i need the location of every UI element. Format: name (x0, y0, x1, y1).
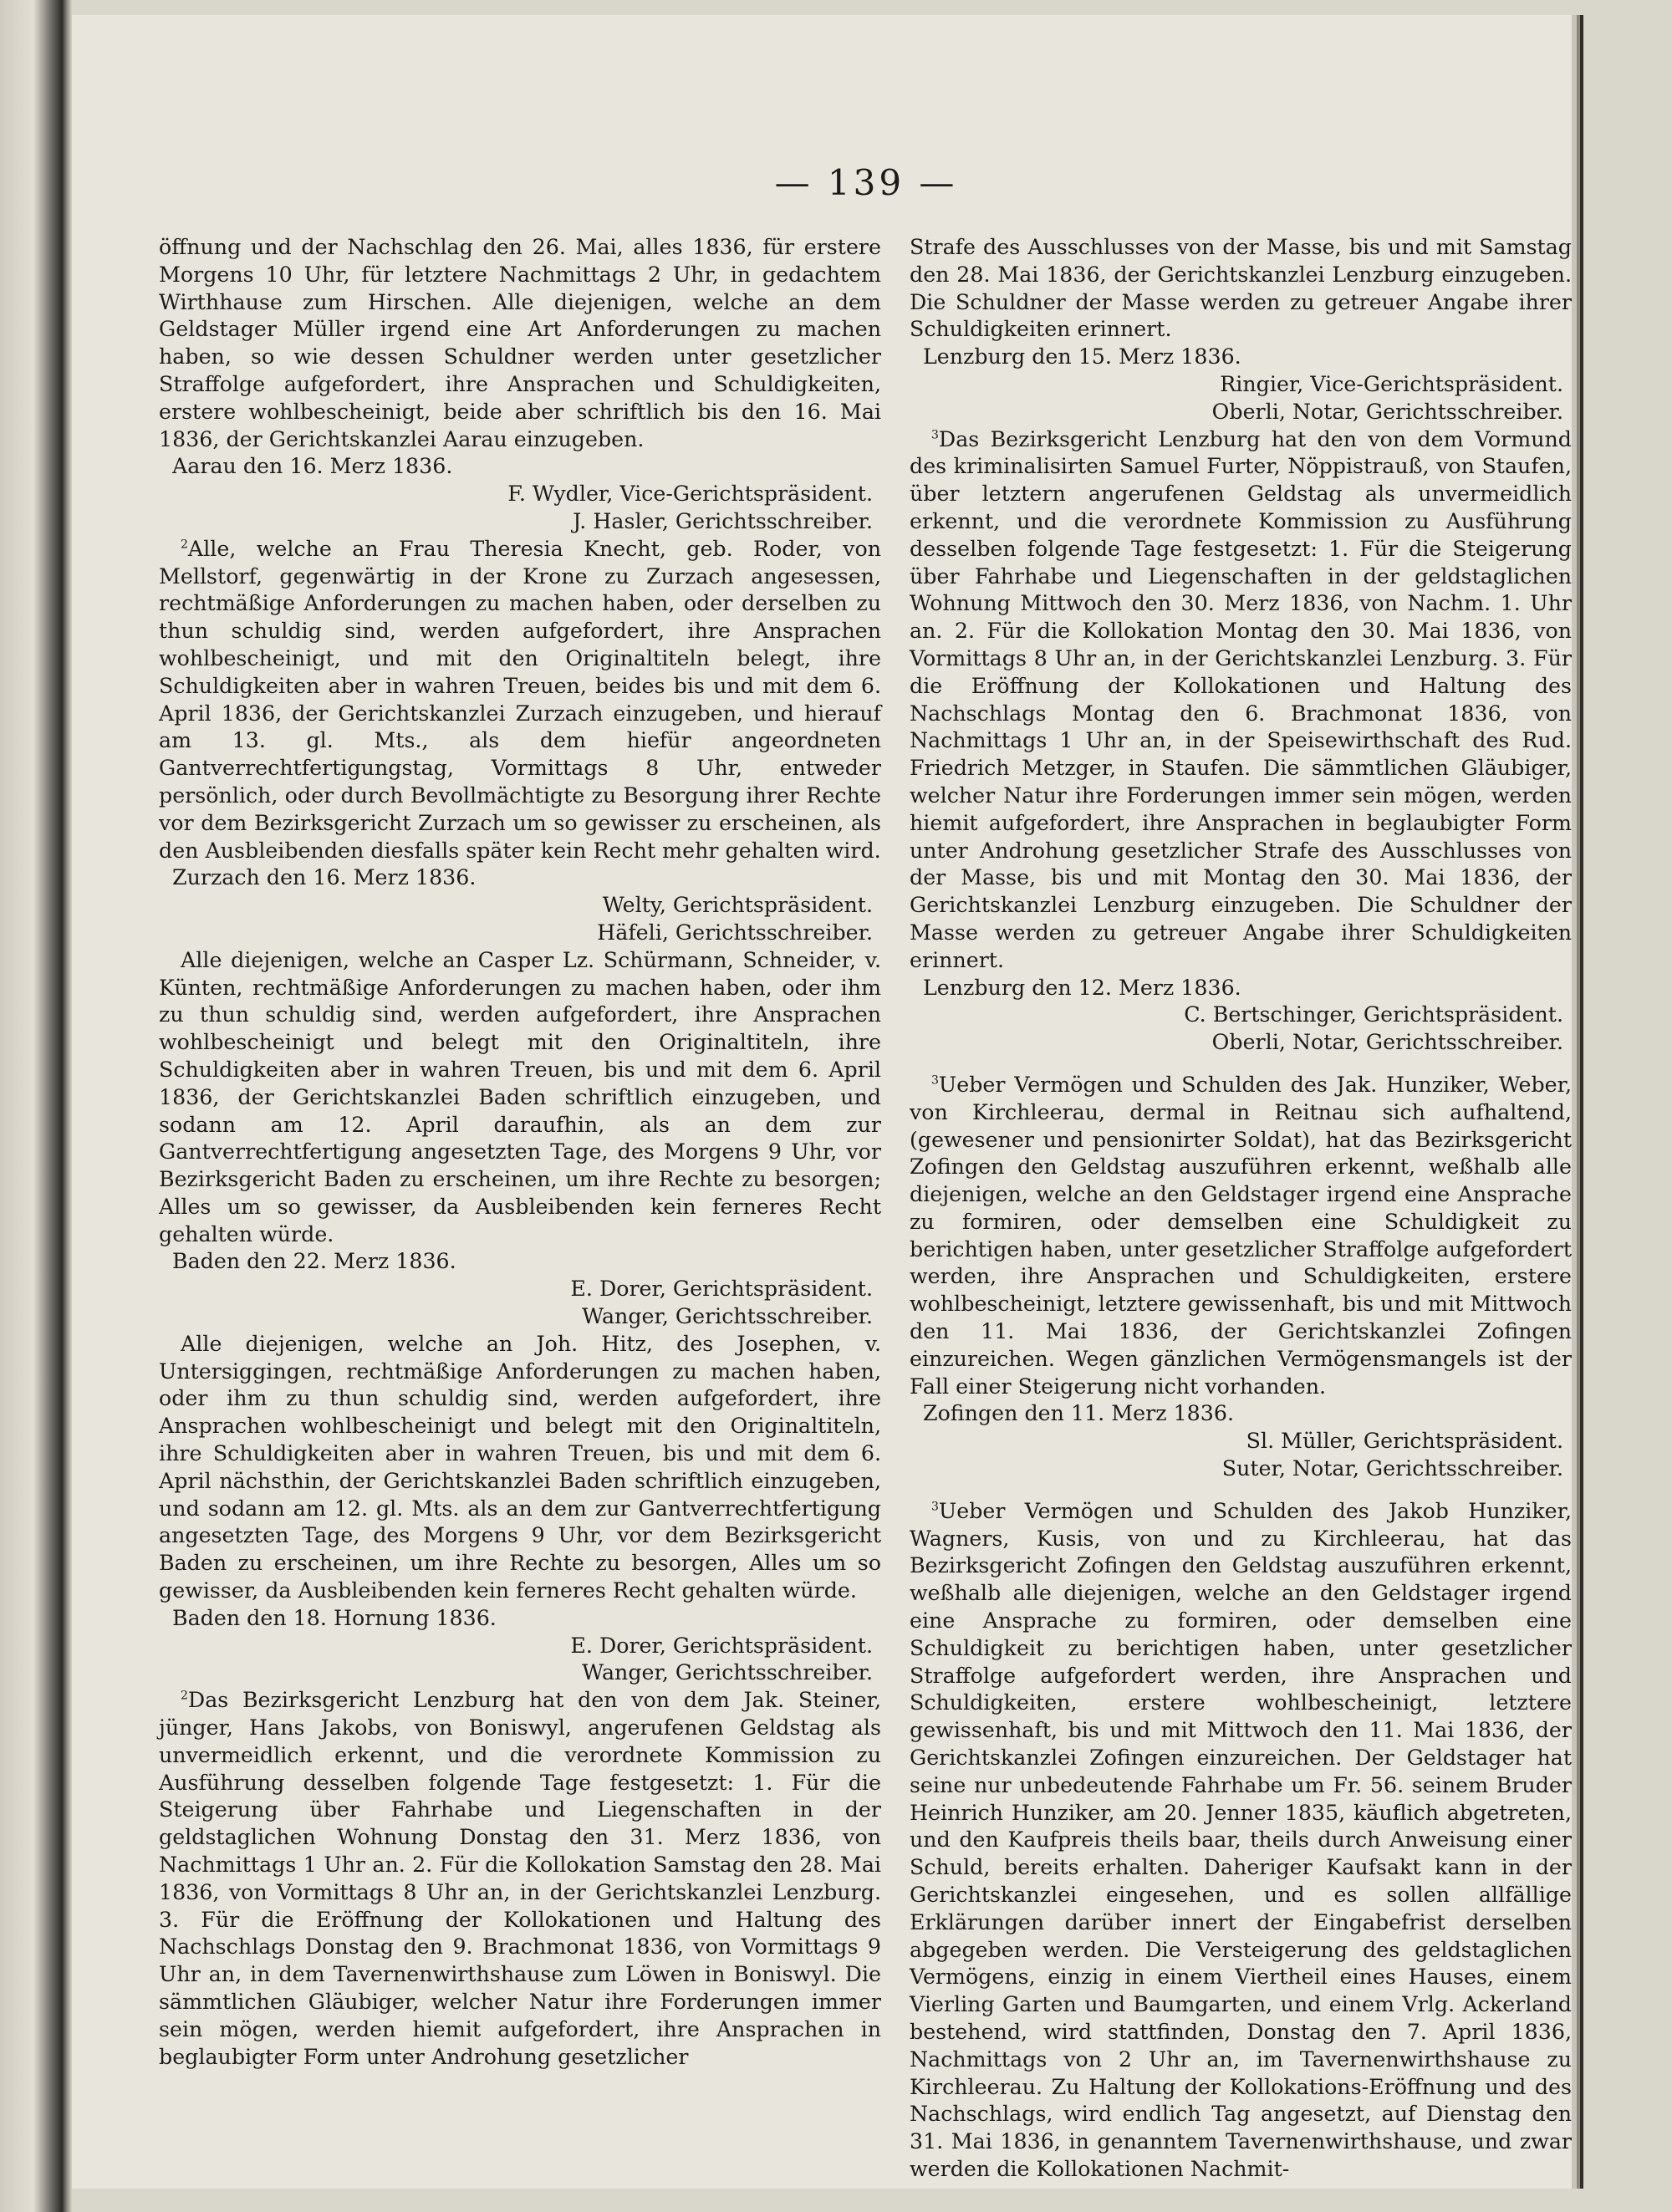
notice-lenzburg-furter-mark: 3 (931, 428, 939, 442)
notice-baden-hitz-text: Alle diejenigen, welche an Joh. Hitz, des Josephen, v. Untersiggingen, rechtmäßige Anforderungen zu machen haben, oder ihm zu thun schuldig sind, werden aufgefordert, ihre Ansprachen wohlbescheinigt und belegt mit den Originaltiteln, ihre Schuldigkeiten aber in wahren Treuen, bis und mit dem 6. April nächsthin, der Gerichtskanzlei Baden schriftlich einzugeben, und sodann am 12. gl. Mts. als an dem zur Gantverrechtfertigung angesetzten Tage, des Morgens 9 Uhr, vor dem Bezirksgericht Baden zu erscheinen, um ihre Rechte zu besorgen, Alles um so gewisser, da Ausbleibenden kein ferneres Recht gehalten würde. (159, 1331, 881, 1603)
newspaper-page (72, 15, 1572, 2189)
notice-lenzburg-furter-date: Lenzburg den 12. Merz 1836. (923, 975, 1241, 1000)
notice-zofingen-jakob-hunziker-text: Ueber Vermögen und Schulden des Jakob Hunziker, Wagners, Kusis, von und zu Kirchleerau, hat das Bezirksgericht Zofingen den Geldstag auszuführen erkennt, weßhalb alle diejenigen, welche an den Geldstager irgend eine Ansprache zu formiren, oder demselben eine Schuldigkeit zu berichtigen haben, unter gesetzlicher Straffolge aufgefordert werden, ihre Ansprachen und Schuldigkeiten, erstere wohlbescheinigt, letztere gewissenhaft, bis und mit Mittwoch den 11. Mai 1836, der Gerichtskanzlei Zofingen einzureichen. Der Geldstager hat seine nur unbedeutende Fahrhabe um Fr. 56. seinem Bruder Heinrich Hunziker, am 20. Jenner 1835, käuflich abgetreten, und den Kaufpreis theils baar, theils durch Anweisung einer Schuld, bereits erhalten. Daheriger Kaufsakt kann in der Gerichtskanzlei eingesehen, und es sollen allfällige Erklärungen darüber innert der Eingabefrist derselben abgegeben werden. Die Versteigerung des geldstaglichen Vermögens, einzig in einem Viertheil eines Hauses, einem Vierling Garten und Baumgarten, und einem Vrlg. Ackerland bestehend, wird stattfinden, Donstag den 7. April 1836, Nachmittags von 2 Uhr an, im Tavernenwirthshause zu Kirchleerau. Zu Haltung der Kollokations-Eröffnung und des Nachschlags, wird endlich Tag angesetzt, auf Dienstag den 31. Mai 1836, in genanntem Tavernenwirthshause, und zwar werden die Kollokationen Nachmit- (910, 1498, 1572, 2181)
notice-aarau-signature-2: J. Hasler, Gerichtsschreiber. (573, 508, 873, 533)
notice-lenzburg-steiner-date: Lenzburg den 15. Merz 1836. (923, 344, 1241, 370)
notice-zofingen-jakob-hunziker-mark: 3 (931, 1500, 939, 1514)
notice-baden-schuermann-signature-1: E. Dorer, Gerichtspräsident. (570, 1277, 873, 1302)
notice-lenzburg-steiner-signature-2: Oberli, Notar, Gerichtsschreiber. (1211, 399, 1563, 424)
notice-zofingen-jakob-hunziker (910, 1498, 1572, 2184)
notice-baden-hitz-date: Baden den 18. Hornung 1836. (172, 1605, 497, 1630)
notice-zurzach (159, 536, 881, 865)
notice-lenzburg-furter-signature-2: Oberli, Notar, Gerichtsschreiber. (1211, 1030, 1563, 1055)
notice-lenzburg-steiner (159, 1687, 881, 2071)
notice-zurzach-text: Alle, welche an Frau Theresia Knecht, geb. Roder, von Mellstorf, gegenwärtig in der Krone zu Zurzach angesessen, rechtmäßige Anforderungen zu machen haben, oder derselben zu thun schuldig sind, werden aufgefordert, ihre Ansprachen wohlbescheinigt, und mit den Originaltiteln belegt, ihre Schuldigkeiten aber in wahren Treuen, beides bis und mit dem 6. April 1836, der Gerichtskanzlei Zurzach einzugeben, und hierauf am 13. gl. Mts., als dem hiefür angeordneten Gantverrechtfertigungstag, Vormittags 8 Uhr, entweder persönlich, oder durch Bevollmächtigte zu Besorgung ihrer Rechte vor dem Bezirksgericht Zurzach um so gewisser zu erscheinen, als den Ausbleibenden diesfalls später kein Recht mehr gehalten wird. (159, 536, 881, 863)
notice-zurzach-date: Zurzach den 16. Merz 1836. (172, 865, 477, 890)
notice-zofingen-jak-hunziker-date: Zofingen den 11. Merz 1836. (923, 1401, 1234, 1426)
notice-baden-schuermann-date: Baden den 22. Merz 1836. (172, 1249, 456, 1274)
notice-zurzach-signature-1: Welty, Gerichtspräsident. (602, 893, 873, 918)
notice-baden-schuermann-signature-2: Wanger, Gerichtsschreiber. (582, 1304, 873, 1329)
notice-zurzach-mark: 2 (181, 538, 188, 552)
notice-aarau-text: öffnung und der Nachschlag den 26. Mai, alles 1836, für erstere Morgens 10 Uhr, für letztere Nachmittags 2 Uhr, in gedachtem Wirthhause zum Hirschen. Alle diejenigen, welche an dem Geldstager Müller irgend eine Art Anforderungen zu machen haben, so wie dessen Schuldner werden unter gesetzlicher Straffolge aufgefordert, ihre Ansprachen und Schuldigkeiten, erstere wohlbescheinigt, beide aber schriftlich bis den 16. Mai 1836, der Gerichtskanzlei Aarau einzugeben. (159, 235, 881, 451)
notice-lenzburg-furter-signature-1: C. Bertschinger, Gerichtspräsident. (1184, 1002, 1563, 1027)
left-column (159, 234, 881, 2071)
notice-aarau-signature-1: F. Wydler, Vice-Gerichtspräsident. (507, 482, 873, 507)
notice-lenzburg-steiner-continued: Strafe des Ausschlusses von der Masse, bis und mit Samstag den 28. Mai 1836, der Gerichtskanzlei Lenzburg einzugeben. Die Schuldner der Masse werden zu getreuer Angabe ihrer Schuldigkeiten erinnert. (910, 235, 1572, 342)
notice-lenzburg-furter (910, 426, 1572, 975)
notice-baden-schuermann-text: Alle diejenigen, welche an Casper Lz. Schürmann, Schneider, v. Künten, rechtmäßige Anforderungen zu machen haben, oder ihm zu thun schuldig sind, werden aufgefordert, ihre Ansprachen wohlbescheinigt und belegt mit den Originaltiteln, ihre Schuldigkeiten aber in wahren Treuen, bis und mit dem 6. April 1836, der Gerichtskanzlei Baden schriftlich einzugeben, und sodann am 12. April daraufhin, als an dem zur Gantverrechtfertigung angesetzten Tage, des Morgens 9 Uhr, vor Bezirksgericht Baden zu erscheinen, um ihre Rechte zu besorgen; Alles um so gewisser, da Ausbleibenden kein ferneres Recht gehalten würde. (159, 947, 881, 1246)
notice-baden-hitz-signature-1: E. Dorer, Gerichtspräsident. (570, 1633, 873, 1658)
notice-zofingen-jak-hunziker-mark: 3 (931, 1073, 939, 1088)
notice-zofingen-jak-hunziker-signature-2: Suter, Notar, Gerichtsschreiber. (1221, 1456, 1563, 1481)
notice-zurzach-signature-2: Häfeli, Gerichtsschreiber. (597, 920, 873, 945)
right-column (910, 234, 1572, 2184)
notice-zofingen-jak-hunziker-signature-1: Sl. Müller, Gerichtspräsident. (1246, 1429, 1563, 1454)
book-gutter (0, 0, 72, 2212)
notice-lenzburg-steiner-signature-1: Ringier, Vice-Gerichtspräsident. (1220, 371, 1563, 396)
notice-lenzburg-steiner-text: Das Bezirksgericht Lenzburg hat den von dem Jak. Steiner, jünger, Hans Jakobs, von Boniswyl, angerufenen Geldstag als unvermeidlich erkennt, und die verordnete Kommission zu Ausführung desselben folgende Tage festgesetzt: 1. Für die Steigerung über Fahrhabe und Liegenschaften in der geldstaglichen Wohnung Donstag den 31. Merz 1836, von Nachmittags 1 Uhr an. 2. Für die Kollokation Samstag den 28. Mai 1836, von Vormittags 8 Uhr an, in der Gerichtskanzlei Lenzburg. 3. Für die Eröffnung der Kollokationen und Haltung des Nachschlags Donstag den 9. Brachmonat 1836, von Vormittags 9 Uhr an, in dem Tavernenwirthshause zum Löwen in Boniswyl. Die sämmtlichen Gläubiger, welcher Natur ihre Forderungen immer sein mögen, werden hiemit aufgefordert, ihre Ansprachen in beglaubigter Form unter Androhung gesetzlicher (159, 1688, 881, 2069)
notice-zofingen-jak-hunziker (910, 1072, 1572, 1401)
page-number: — 139 — (774, 162, 958, 203)
notice-zofingen-jak-hunziker-text: Ueber Vermögen und Schulden des Jak. Hunziker, Weber, von Kirchleerau, dermal in Reitnau sich aufhaltend, (gewesener und pensionirter Soldat), hat das Bezirksgericht Zofingen den Geldstag auszuführen erkennt, weßhalb alle diejenigen, welche an den Geldstager irgend eine Ansprache zu formiren, oder demselben eine Schuldigkeit zu berichtigen haben, unter gesetzlicher Straffolge aufgefordert werden, ihre Ansprachen und Schuldigkeiten, erstere wohlbescheinigt, letztere gewissenhaft, bis und mit Mittwoch den 11. Mai 1836, der Gerichtskanzlei Zofingen einzureichen. Wegen gänzlichen Vermögensmangels ist der Fall einer Steigerung nicht vorhanden. (910, 1072, 1572, 1399)
notice-aarau-date: Aarau den 16. Merz 1836. (172, 454, 453, 479)
notice-lenzburg-steiner-mark: 2 (181, 1689, 188, 1703)
notice-lenzburg-furter-text: Das Bezirksgericht Lenzburg hat den von dem Vormund des kriminalisirten Samuel Furter, Nöppistrauß, von Staufen, über letztern angerufenen Geldstag als unvermeidlich erkennt, und die verordnete Kommission zu Ausführung desselben folgende Tage festgesetzt: 1. Für die Steigerung über Fahrhabe und Liegenschaften in der geldstaglichen Wohnung Mittwoch den 30. Merz 1836, von Nachm. 1. Uhr an. 2. Für die Kollokation Montag den 30. Mai 1836, von Vormittags 8 Uhr an, in der Gerichtskanzlei Lenzburg. 3. Für die Eröffnung der Kollokationen und Haltung des Nachschlags Montag den 6. Brachmonat 1836, von Nachmittags 1 Uhr an, in der Speisewirthschaft des Rud. Friedrich Metzger, in Staufen. Die sämmtlichen Gläubiger, welcher Natur ihre Forderungen immer sein mögen, werden hiemit aufgefordert, ihre Ansprachen in beglaubigter Form unter Androhung gesetzlicher Strafe des Ausschlusses von der Masse, bis und mit Montag den 30. Mai 1836, der Gerichtskanzlei Lenzburg einzugeben. Die Schuldner der Masse werden zu getreuer Angabe ihrer Schuldigkeiten erinnert. (910, 426, 1572, 972)
notice-baden-hitz-signature-2: Wanger, Gerichtsschreiber. (582, 1660, 873, 1685)
